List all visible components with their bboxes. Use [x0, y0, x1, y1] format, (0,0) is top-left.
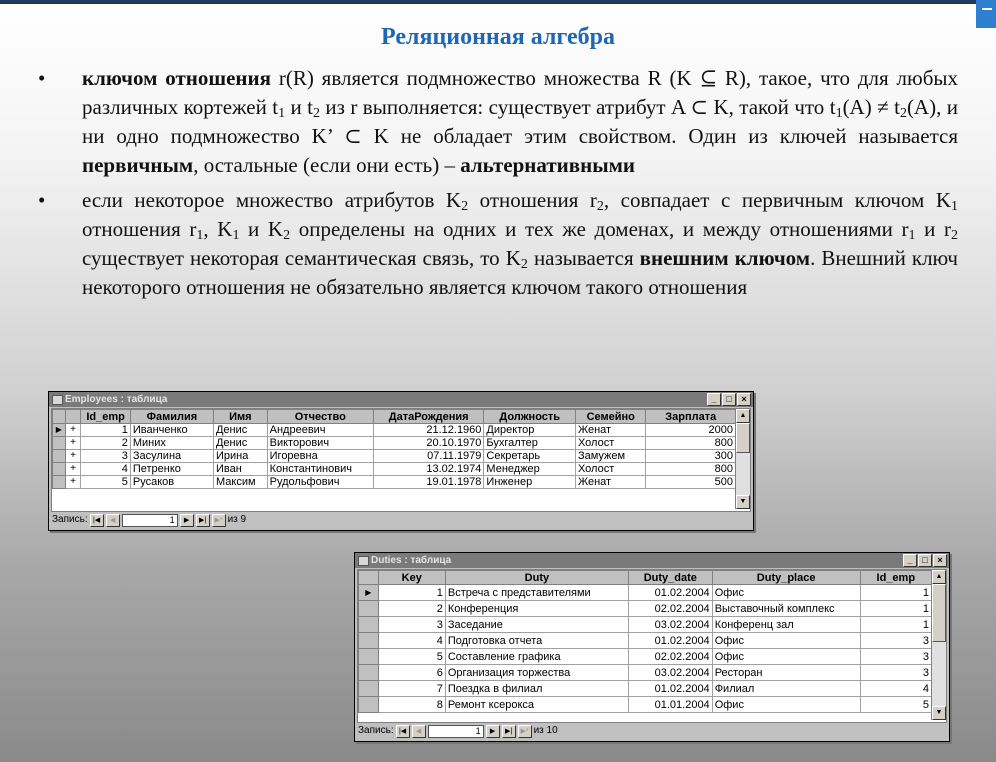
cell[interactable]: Денис — [213, 424, 267, 437]
cell[interactable]: 7 — [378, 681, 445, 697]
text: , K — [203, 217, 233, 241]
cell[interactable]: Женат — [575, 476, 646, 489]
column-header[interactable]: Имя — [213, 410, 267, 424]
cell[interactable]: Андреевич — [267, 424, 373, 437]
scroll-thumb[interactable] — [736, 423, 750, 453]
cell[interactable]: Замужем — [575, 450, 646, 463]
expand-column-header — [65, 410, 81, 424]
cell[interactable]: 3 — [860, 665, 931, 681]
text: r(R) является подмножество множества R (K ⊆ R), такое, что для любых различных кортежей t — [82, 66, 959, 119]
column-header[interactable]: Фамилия — [130, 410, 213, 424]
cell[interactable]: 2 — [81, 437, 130, 450]
cell[interactable]: 800 — [646, 463, 736, 476]
term-alternative: альтернативными — [460, 153, 636, 177]
window-title: Employees : таблица — [65, 394, 168, 405]
cell[interactable]: 4 — [81, 463, 130, 476]
cell[interactable]: Миних — [130, 437, 213, 450]
cell[interactable]: Конференц зал — [712, 617, 860, 633]
cell[interactable]: Офис — [712, 649, 860, 665]
text: определены на одних и тех же доменах, и между отношениями r — [290, 217, 909, 241]
record-selector[interactable] — [53, 450, 66, 463]
record-selector[interactable] — [359, 601, 379, 617]
subscript: 2 — [283, 228, 291, 243]
column-header[interactable]: Duty_place — [712, 571, 860, 585]
table-row[interactable] — [359, 697, 932, 713]
cell[interactable]: Константинович — [267, 463, 373, 476]
record-number-input[interactable]: 1 — [428, 725, 484, 738]
cell[interactable]: Петренко — [130, 463, 213, 476]
scroll-up-icon[interactable]: ▲ — [736, 409, 750, 423]
next-record-button[interactable]: ▶ — [180, 514, 194, 527]
record-navigation-bar — [49, 512, 753, 528]
column-header[interactable]: Key — [378, 571, 445, 585]
table-row[interactable] — [359, 681, 932, 697]
record-selector[interactable] — [359, 649, 379, 665]
cell[interactable]: 13.02.1974 — [373, 463, 484, 476]
cell[interactable]: 300 — [646, 450, 736, 463]
cell[interactable]: 3 — [860, 649, 931, 665]
subscript: 2 — [596, 199, 604, 214]
cell[interactable]: 1 — [860, 601, 931, 617]
cell[interactable]: 02.02.2004 — [628, 601, 712, 617]
record-number-input[interactable]: 1 — [122, 514, 178, 527]
cell[interactable]: 2 — [378, 601, 445, 617]
new-record-button[interactable]: ▶* — [518, 725, 532, 738]
employees-grid — [52, 409, 736, 489]
cell[interactable]: 19.01.1978 — [373, 476, 484, 489]
subscript: 2 — [951, 228, 959, 243]
cell[interactable]: 20.10.1970 — [373, 437, 484, 450]
text: . Внешний ключ некоторого отношения не обязательно является ключом такого отношения — [82, 246, 958, 299]
first-record-button[interactable]: |◀ — [396, 725, 410, 738]
bullet-key-definition — [38, 64, 958, 180]
minimize-icon[interactable]: _ — [903, 554, 917, 567]
subscript: 1 — [278, 106, 286, 121]
record-selector-icon[interactable]: ▶ — [53, 424, 66, 437]
cell[interactable]: Составление графика — [445, 649, 628, 665]
cell[interactable]: Викторович — [267, 437, 373, 450]
cell[interactable]: Засулина — [130, 450, 213, 463]
scroll-thumb[interactable] — [932, 584, 946, 642]
cell[interactable]: Русаков — [130, 476, 213, 489]
expand-plus-icon[interactable]: + — [65, 450, 81, 463]
prev-record-button[interactable]: ◀ — [412, 725, 426, 738]
maximize-icon[interactable]: □ — [918, 554, 932, 567]
expand-plus-icon[interactable]: + — [65, 437, 81, 450]
cell[interactable]: Инженер — [484, 476, 576, 489]
cell[interactable]: Конференция — [445, 601, 628, 617]
cell[interactable]: 1 — [860, 585, 931, 601]
subscript: 2 — [899, 106, 907, 121]
column-header[interactable]: Id_emp — [860, 571, 931, 585]
cell[interactable]: 03.02.2004 — [628, 617, 712, 633]
record-selector[interactable] — [53, 437, 66, 450]
cell[interactable]: 01.01.2004 — [628, 697, 712, 713]
cell[interactable]: Директор — [484, 424, 576, 437]
top-border-line — [0, 0, 996, 4]
cell[interactable]: Максим — [213, 476, 267, 489]
text: если некоторое множество атрибутов K — [82, 188, 462, 212]
table-row[interactable] — [53, 437, 736, 450]
duties-grid — [358, 570, 932, 713]
cell[interactable]: Денис — [213, 437, 267, 450]
term-relation-key: ключом отношения — [82, 66, 271, 90]
maximize-icon[interactable]: □ — [722, 393, 736, 406]
cell[interactable]: 8 — [378, 697, 445, 713]
subscript: 1 — [196, 228, 204, 243]
subscript: 1 — [951, 199, 959, 214]
cell[interactable]: 03.02.2004 — [628, 665, 712, 681]
cell[interactable]: Офис — [712, 585, 860, 601]
select-all-corner[interactable] — [359, 571, 379, 585]
subscript: 1 — [835, 106, 843, 121]
table-row[interactable] — [359, 665, 932, 681]
cell[interactable]: Поездка в филиал — [445, 681, 628, 697]
table-row[interactable] — [53, 450, 736, 463]
expand-plus-icon[interactable]: + — [65, 424, 81, 437]
cell[interactable]: 1 — [378, 585, 445, 601]
duties-table-window — [354, 552, 950, 742]
bullet-dot: • — [38, 188, 46, 212]
record-total: из 10 — [533, 725, 558, 736]
record-selector[interactable] — [359, 697, 379, 713]
column-header[interactable]: Duty — [445, 571, 628, 585]
scroll-down-icon[interactable]: ▼ — [736, 495, 750, 509]
cell[interactable]: Филиал — [712, 681, 860, 697]
cell[interactable]: 2000 — [646, 424, 736, 437]
column-header[interactable]: Зарплата — [646, 410, 736, 424]
cell[interactable]: 4 — [860, 681, 931, 697]
scroll-up-icon[interactable]: ▲ — [932, 570, 946, 584]
text: существует некоторая семантическая связь, то K — [82, 246, 521, 270]
subscript: 1 — [232, 228, 240, 243]
close-icon[interactable]: × — [737, 393, 751, 406]
record-label: Запись: — [358, 725, 394, 736]
cell[interactable]: Холост — [575, 463, 646, 476]
cell[interactable]: 1 — [81, 424, 130, 437]
column-header[interactable]: Id_emp — [81, 410, 130, 424]
select-all-corner[interactable] — [53, 410, 66, 424]
window-titlebar[interactable] — [49, 392, 753, 407]
cell[interactable]: Игоревна — [267, 450, 373, 463]
vertical-scrollbar[interactable] — [931, 570, 946, 720]
cell[interactable]: Женат — [575, 424, 646, 437]
employees-datasheet — [51, 408, 751, 512]
text: из r выполняется: существует атрибут A ⊂ K, такой что t — [320, 95, 836, 119]
cell[interactable]: Выставочный комплекс — [712, 601, 860, 617]
column-header[interactable]: ДатаРождения — [373, 410, 484, 424]
slide-title: Реляционная алгебра — [381, 24, 615, 50]
cell[interactable]: 6 — [378, 665, 445, 681]
expand-plus-icon[interactable]: + — [65, 476, 81, 489]
cell[interactable]: Офис — [712, 633, 860, 649]
scroll-down-icon[interactable]: ▼ — [932, 706, 946, 720]
cell[interactable]: Менеджер — [484, 463, 576, 476]
cell[interactable]: 02.02.2004 — [628, 649, 712, 665]
last-record-button[interactable]: ▶| — [502, 725, 516, 738]
subscript: 2 — [461, 199, 469, 214]
close-icon[interactable]: × — [933, 554, 947, 567]
text: , совпадает с первичным ключом K — [603, 188, 952, 212]
text: и t — [285, 95, 313, 119]
table-icon — [358, 556, 369, 566]
cell[interactable]: Рудольфович — [267, 476, 373, 489]
cell[interactable]: Холост — [575, 437, 646, 450]
cell[interactable]: Офис — [712, 697, 860, 713]
record-selector[interactable] — [359, 617, 379, 633]
cell[interactable]: 5 — [860, 697, 931, 713]
cell[interactable]: Иван — [213, 463, 267, 476]
cell[interactable]: Ремонт ксерокса — [445, 697, 628, 713]
column-header[interactable]: Отчество — [267, 410, 373, 424]
term-primary: первичным — [82, 153, 194, 177]
cell[interactable]: Заседание — [445, 617, 628, 633]
cell[interactable]: 800 — [646, 437, 736, 450]
new-record-button[interactable]: ▶* — [212, 514, 226, 527]
cell[interactable]: Ирина — [213, 450, 267, 463]
text: отношения r — [468, 188, 597, 212]
record-total: из 9 — [227, 514, 247, 525]
table-icon — [52, 395, 63, 405]
column-header[interactable]: Duty_date — [628, 571, 712, 585]
cell[interactable]: Ресторан — [712, 665, 860, 681]
record-selector[interactable] — [359, 633, 379, 649]
text: и r — [915, 217, 952, 241]
cell[interactable]: 5 — [378, 649, 445, 665]
record-selector[interactable] — [359, 665, 379, 681]
cell[interactable]: 3 — [860, 633, 931, 649]
vertical-scrollbar[interactable] — [735, 409, 750, 509]
prev-record-button[interactable]: ◀ — [106, 514, 120, 527]
cell[interactable]: 3 — [81, 450, 130, 463]
term-foreign-key: внешним ключом — [639, 246, 811, 270]
table-row[interactable] — [53, 476, 736, 489]
table-row[interactable] — [359, 649, 932, 665]
cell[interactable]: Секретарь — [484, 450, 576, 463]
minimize-icon[interactable]: _ — [707, 393, 721, 406]
cell[interactable]: Иванченко — [130, 424, 213, 437]
cell[interactable]: 500 — [646, 476, 736, 489]
cell[interactable]: Организация торжества — [445, 665, 628, 681]
table-row[interactable] — [359, 601, 932, 617]
cell[interactable]: 5 — [81, 476, 130, 489]
bullet-list — [38, 64, 958, 308]
subscript: 2 — [313, 106, 320, 121]
expand-plus-icon[interactable]: + — [65, 463, 81, 476]
table-row[interactable] — [359, 617, 932, 633]
record-selector[interactable] — [53, 476, 66, 489]
table-row[interactable] — [53, 424, 736, 437]
cell[interactable]: Подготовка отчета — [445, 633, 628, 649]
next-record-button[interactable]: ▶ — [486, 725, 500, 738]
window-title: Duties : таблица — [371, 555, 452, 566]
cell[interactable]: 07.11.1979 — [373, 450, 484, 463]
cell[interactable]: 1 — [860, 617, 931, 633]
table-row[interactable] — [359, 585, 932, 601]
text: (A), и ни одно подмножество K’ ⊂ K не обладает этим свойством. Один из ключей называется — [82, 95, 959, 148]
record-selector-icon[interactable]: ▶ — [359, 585, 379, 601]
bullet-foreign-key-definition — [38, 186, 958, 302]
subscript: 1 — [908, 228, 916, 243]
column-header[interactable]: Семейно — [575, 410, 646, 424]
cell[interactable]: Бухгалтер — [484, 437, 576, 450]
table-row[interactable] — [53, 463, 736, 476]
cell[interactable]: 21.12.1960 — [373, 424, 484, 437]
text: (A) ≠ t — [842, 95, 900, 119]
record-selector[interactable] — [53, 463, 66, 476]
cell[interactable]: 01.02.2004 — [628, 585, 712, 601]
text: отношения r — [82, 217, 197, 241]
record-label: Запись: — [52, 514, 88, 525]
last-record-button[interactable]: ▶| — [196, 514, 210, 527]
cell[interactable]: 3 — [378, 617, 445, 633]
cell[interactable]: 01.02.2004 — [628, 681, 712, 697]
column-header[interactable]: Должность — [484, 410, 576, 424]
cell[interactable]: 4 — [378, 633, 445, 649]
subscript: 2 — [520, 257, 528, 272]
text: называется — [527, 246, 640, 270]
window-titlebar[interactable] — [355, 553, 949, 568]
employees-table-window — [48, 391, 754, 531]
record-selector[interactable] — [359, 681, 379, 697]
table-row[interactable] — [359, 633, 932, 649]
bullet-dot: • — [38, 66, 46, 90]
first-record-button[interactable]: |◀ — [90, 514, 104, 527]
text: , остальные (если они есть) – — [193, 153, 461, 177]
record-navigation-bar — [355, 723, 949, 739]
cell[interactable]: 01.02.2004 — [628, 633, 712, 649]
cell[interactable]: Встреча с представителями — [445, 585, 628, 601]
duties-datasheet — [357, 569, 947, 723]
text: и K — [239, 217, 284, 241]
